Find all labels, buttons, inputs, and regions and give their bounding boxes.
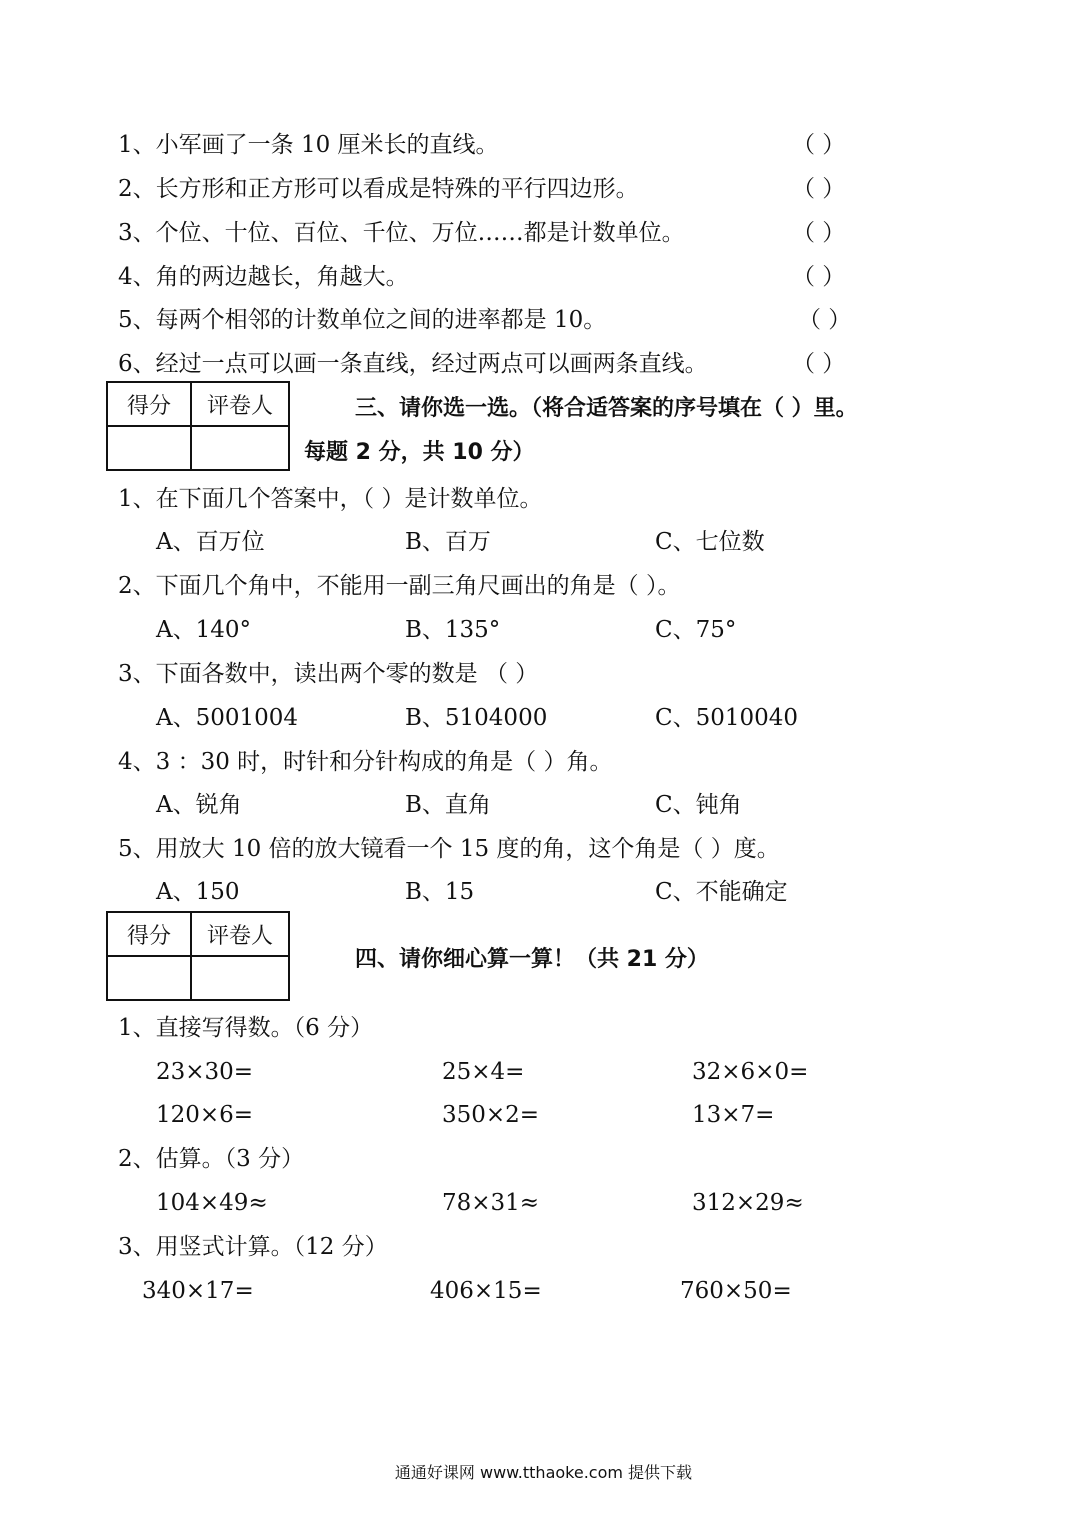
judge-item-2: 2、长方形和正方形可以看成是特殊的平行四边形。 — [118, 176, 639, 202]
vertical-calc-item: 406×15= — [430, 1278, 542, 1304]
choice-3-c: C、5010040 — [655, 705, 799, 731]
choice-3-a: A、5001004 — [156, 705, 299, 731]
calc-item: 23×30= — [156, 1059, 254, 1085]
estimate-item: 312×29≈ — [692, 1190, 804, 1216]
judge-item-5: 5、每两个相邻的计数单位之间的进率都是 10。 — [118, 307, 607, 333]
judge-item-1: 1、小军画了一条 10 厘米长的直线。 — [118, 132, 499, 158]
estimate-item: 78×31≈ — [442, 1190, 540, 1216]
choice-5-a: A、150 — [156, 879, 240, 905]
vertical-calc-item: 760×50= — [680, 1278, 792, 1304]
calc-part3-label: 3、用竖式计算。（12 分） — [118, 1234, 388, 1260]
calc-item: 13×7= — [692, 1102, 775, 1128]
judge-answer-4: （ ） — [792, 264, 846, 290]
estimate-item: 104×49≈ — [156, 1190, 268, 1216]
choice-question-3: 3、下面各数中，读出两个零的数是 （ ） — [118, 661, 539, 687]
score-field — [107, 956, 191, 1000]
choice-question-4: 4、3 ：30 时，时针和分针构成的角是（ ）角。 — [118, 749, 613, 775]
score-field — [107, 426, 191, 470]
choice-1-a: A、百万位 — [156, 529, 265, 555]
score-box-section4 — [106, 911, 290, 1001]
section3-title: 三、请你选一选。（将合适答案的序号填在（ ）里。 — [355, 396, 858, 421]
judge-answer-3: （ ） — [792, 220, 846, 246]
judge-item-6: 6、经过一点可以画一条直线，经过两点可以画两条直线。 — [118, 351, 708, 377]
calc-item: 32×6×0= — [692, 1059, 809, 1085]
score-box-section3 — [106, 381, 290, 471]
choice-2-a: A、140° — [156, 617, 252, 643]
calc-part1-label: 1、直接写得数。（6 分） — [118, 1015, 374, 1041]
choice-2-c: C、75° — [655, 617, 737, 643]
calc-item: 25×4= — [442, 1059, 525, 1085]
calc-part2-label: 2、估算。（3 分） — [118, 1146, 305, 1172]
vertical-calc-item: 340×17= — [142, 1278, 254, 1304]
choice-5-c: C、不能确定 — [655, 879, 788, 905]
choice-question-2: 2、下面几个角中，不能用一副三角尺画出的角是（ ）。 — [118, 573, 681, 599]
judge-answer-5: （ ） — [798, 307, 852, 333]
choice-5-b: B、15 — [405, 879, 475, 905]
calc-item: 120×6= — [156, 1102, 254, 1128]
choice-1-c: C、七位数 — [655, 529, 765, 555]
choice-2-b: B、135° — [405, 617, 501, 643]
judge-answer-1: （ ） — [792, 132, 846, 158]
choice-4-b: B、直角 — [405, 792, 491, 818]
score-label: 得分 — [107, 912, 191, 956]
calc-item: 350×2= — [442, 1102, 540, 1128]
judge-answer-2: （ ） — [792, 176, 846, 202]
judge-answer-6: （ ） — [792, 351, 846, 377]
choice-1-b: B、百万 — [405, 529, 491, 555]
choice-4-c: C、钝角 — [655, 792, 742, 818]
judge-item-4: 4、角的两边越长，角越大。 — [118, 264, 409, 290]
score-label: 得分 — [107, 382, 191, 426]
choice-3-b: B、5104000 — [405, 705, 548, 731]
footer-credit: 通通好课网 www.tthaoke.com 提供下载 — [394, 1463, 693, 1482]
section3-subtitle: 每题 2 分，共 10 分） — [304, 440, 535, 465]
choice-4-a: A、锐角 — [156, 792, 242, 818]
grader-label: 评卷人 — [191, 912, 289, 956]
judge-item-3: 3、个位、十位、百位、千位、万位……都是计数单位。 — [118, 220, 685, 246]
grader-field — [191, 426, 289, 470]
grader-label: 评卷人 — [191, 382, 289, 426]
choice-question-1: 1、在下面几个答案中，（ ）是计数单位。 — [118, 486, 543, 512]
choice-question-5: 5、用放大 10 倍的放大镜看一个 15 度的角，这个角是（ ）度。 — [118, 836, 780, 862]
grader-field — [191, 956, 289, 1000]
section4-title: 四、请你细心算一算！（共 21 分） — [355, 947, 709, 972]
